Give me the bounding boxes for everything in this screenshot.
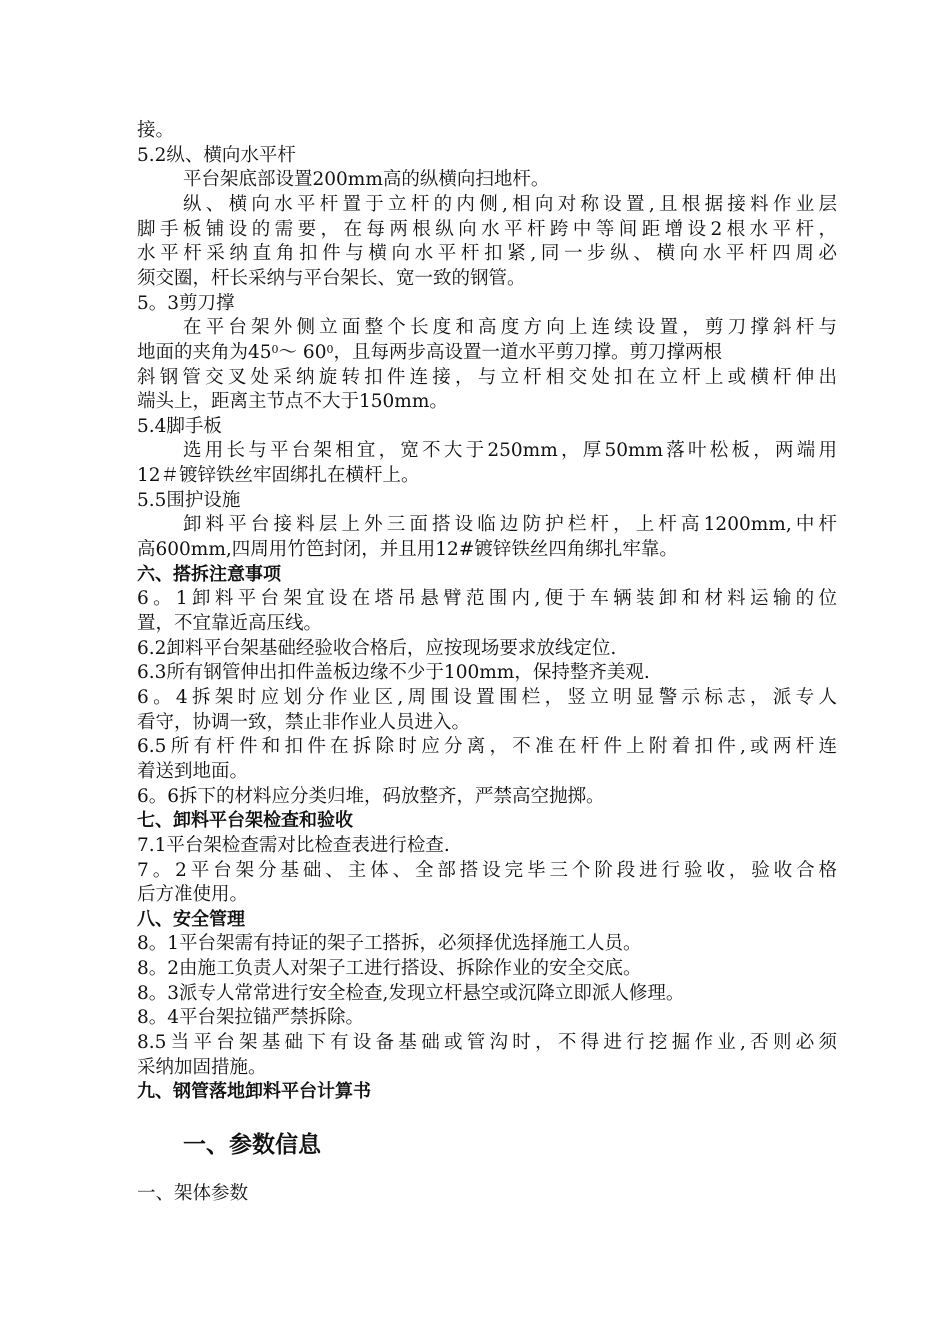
text-line: 后方准使用。 [137, 884, 249, 905]
text-line: 采纳加固措施。 [137, 1057, 267, 1078]
text-line: 置，不宜靠近高压线。 [137, 613, 323, 634]
text-line: 在平台架外侧立面整个长度和高度方向上连续设置，剪刀撑斜杆与 [183, 317, 837, 338]
text-line: 6.2卸料平台架基础经验收合格后，应按现场要求放线定位. [137, 638, 617, 659]
section-heading: 七、卸料平台架检查和验收 [137, 810, 353, 831]
text-line: 8。4平台架拉锚严禁拆除。 [137, 1007, 365, 1028]
section-heading: 六、搭拆注意事项 [137, 564, 281, 585]
text-line: 水平杆采纳直角扣件与横向水平杆扣紧,同一步纵、横向水平杆四周必 [137, 243, 837, 264]
text-line: 须交圈，杆长采纳与平台架长、宽一致的钢管。 [137, 268, 526, 289]
text-line: 5。3剪刀撑 [137, 293, 235, 314]
subsection-title: 一、架体参数 [137, 1183, 249, 1204]
section-heading: 八、安全管理 [137, 909, 245, 930]
text-line: 7。2平台架分基础、主体、全部搭设完毕三个阶段进行验收，验收合格 [137, 860, 837, 881]
text-line: 6。1卸料平台架宜设在塔吊悬臂范围内,便于车辆装卸和材料运输的位 [137, 588, 837, 609]
text-line: 看守，协调一致，禁止非作业人员进入。 [137, 712, 471, 733]
text-line: 5.2纵、横向水平杆 [137, 145, 296, 166]
angle-text-3: ，且每两步高设置一道水平剪刀撑。剪刀撑两根 [333, 342, 722, 363]
text-line: 着送到地面。 [137, 761, 249, 782]
text-line: 8。2由施工负责人对架子工进行搭设、拆除作业的安全交底。 [137, 958, 642, 979]
degree-sup-1: 0 [271, 343, 279, 356]
text-line: 5.5围护设施 [137, 490, 241, 511]
text-line: 6。6拆下的材料应分类归堆，码放整齐，严禁高空抛掷。 [137, 786, 605, 807]
degree-sup-2: 0 [326, 343, 334, 356]
text-line: 选用长与平台架相宜，宽不大于250mm，厚50mm落叶松板，两端用 [183, 440, 837, 461]
text-line: 12＃镀锌铁丝牢固绑扎在横杆上。 [137, 465, 420, 486]
text-line: 纵、横向水平杆置于立杆的内侧,相向对称设置,且根据接料作业层 [183, 194, 837, 215]
text-line: 6.3所有钢管伸出扣件盖板边缘不少于100mm，保持整齐美观. [137, 662, 650, 683]
text-line: 斜钢管交叉处采纳旋转扣件连接，与立杆相交处扣在立杆上或横杆伸出 [137, 367, 837, 388]
text-line: 高600mm,四周用竹笆封闭，并且用12#镀锌铁丝四角绑扎牢靠。 [137, 539, 678, 560]
section-title: 一、参数信息 [183, 1132, 321, 1158]
text-line: 平台架底部设置200mm高的纵横向扫地杆。 [183, 169, 550, 190]
text-line: 7.1平台架检查需对比检查表进行检查. [137, 835, 450, 856]
text-line: 6。4拆架时应划分作业区,周围设置围栏，竖立明显警示标志，派专人 [137, 687, 837, 708]
angle-text-1: 地面的夹角为45 [137, 342, 272, 363]
text-line: 接。 [137, 120, 175, 141]
text-line: 脚手板铺设的需要，在每两根纵向水平杆跨中等间距增设2根水平杆， [137, 219, 837, 240]
text-line: 端头上，距离主节点不大于150mm。 [137, 391, 448, 412]
angle-line [137, 341, 837, 365]
section-heading: 九、钢管落地卸料平台计算书 [137, 1081, 371, 1102]
text-line: 8.5当平台架基础下有设备基础或管沟时，不得进行挖掘作业,否则必须 [137, 1032, 837, 1053]
text-line: 6.5所有杆件和扣件在拆除时应分离，不准在杆件上附着扣件,或两杆连 [137, 736, 837, 757]
text-line: 8。3派专人常常进行安全检查,发现立杆悬空或沉降立即派人修理。 [137, 983, 685, 1004]
text-line: 5.4脚手板 [137, 416, 222, 437]
angle-text-2: ～ 60 [278, 342, 327, 363]
text-line: 8。1平台架需有持证的架子工搭拆，必须择优选择施工人员。 [137, 933, 642, 954]
text-line: 卸料平台接料层上外三面搭设临边防护栏杆，上杆高1200mm,中杆 [183, 514, 837, 535]
